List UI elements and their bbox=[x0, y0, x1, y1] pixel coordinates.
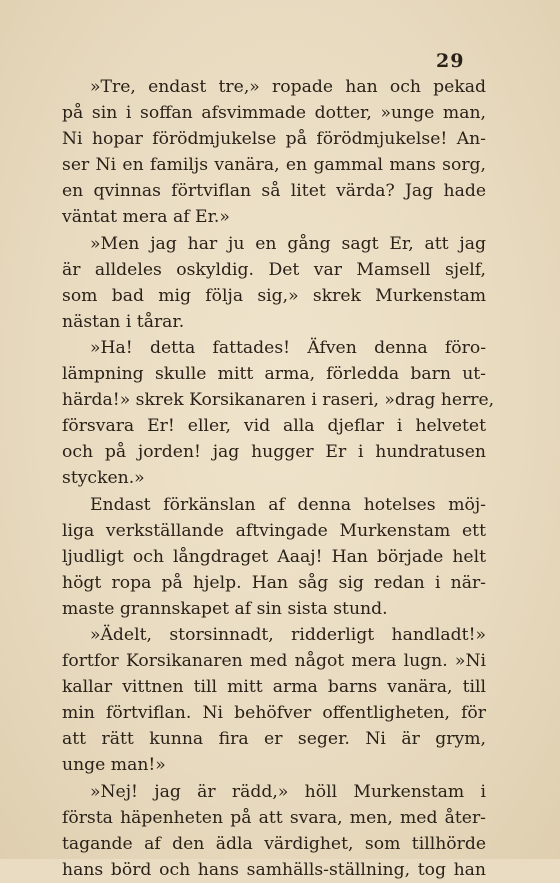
text-line: ljudligt och långdraget Aaaj! Han började helt bbox=[62, 546, 486, 567]
text-line: som bad mig följa sig,» skrek Murkenstam bbox=[62, 285, 486, 306]
text-line: »Nej! jag är rädd,» höll Murkenstam i bbox=[90, 781, 486, 802]
text-line: Ni hopar förödmjukelse på förödmjukelse! An- bbox=[62, 129, 486, 150]
text-line: liga verkställande aftvingade Murkenstam ett bbox=[62, 520, 486, 541]
text-line: härda!» skrek Korsikanaren i raseri, »drag herre, bbox=[62, 390, 495, 411]
text-line: lämpning skulle mitt arma, förledda barn ut- bbox=[62, 364, 486, 385]
text-line: »Tre, endast tre,» ropade han och pekad bbox=[90, 77, 486, 97]
text-line: att rätt kunna fira er seger. Ni är grym, bbox=[62, 729, 486, 750]
text-line: »Men jag har ju en gång sagt Er, att jag bbox=[90, 233, 486, 254]
text-line: »Ha! detta fattades! Äfven denna föro- bbox=[90, 337, 486, 358]
body-text bbox=[62, 74, 495, 883]
text-line: första häpenheten på att svara, men, med åter- bbox=[62, 807, 486, 828]
text-line: kallar vittnen till mitt arma barns vanära, till bbox=[62, 677, 486, 698]
text-line: och på jorden! jag hugger Er i hundratusen bbox=[62, 442, 486, 463]
text-line: nästan i tårar. bbox=[62, 311, 185, 332]
text-line: »Ädelt, storsinnadt, ridderligt handladt!» bbox=[90, 624, 486, 645]
text-line: maste grannskapet af sin sista stund. bbox=[62, 598, 388, 619]
text-line: tagande af den ädla värdighet, som tillhörde bbox=[62, 833, 486, 854]
text-line: väntat mera af Er.» bbox=[62, 207, 230, 228]
text-line: på sin i soffan afsvimmade dotter, »unge man, bbox=[62, 103, 486, 124]
text-line: fortfor Korsikanaren med något mera lugn. »Ni bbox=[62, 651, 486, 672]
text-line: ser Ni en familjs vanära, en gammal mans sorg, bbox=[62, 155, 486, 176]
page-number: 29 bbox=[436, 50, 465, 72]
text-line: Endast förkänslan af denna hotelses möj- bbox=[90, 494, 486, 515]
text-line: en qvinnas förtviflan så litet värda? Jag hade bbox=[62, 181, 486, 202]
text-line: är alldeles oskyldig. Det var Mamsell sjelf, bbox=[62, 259, 486, 280]
text-line: min förtviflan. Ni behöfver offentligheten, för bbox=[62, 703, 486, 724]
text-line: försvara Er! eller, vid alla djeflar i helvetet bbox=[62, 416, 486, 437]
text-line: högt ropa på hjelp. Han såg sig redan i när- bbox=[62, 572, 486, 593]
text-line: hans börd och hans samhälls-ställning, tog han bbox=[62, 859, 486, 880]
text-line: stycken.» bbox=[62, 468, 145, 489]
text-line: unge man!» bbox=[62, 755, 166, 776]
